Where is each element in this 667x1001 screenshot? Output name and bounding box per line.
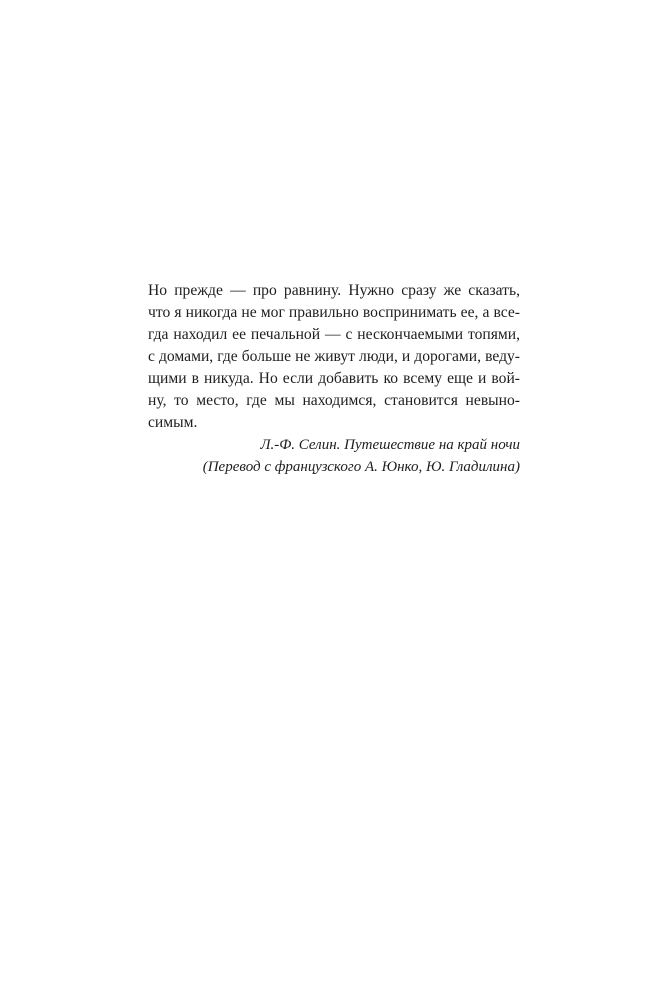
epigraph-text <box>148 280 520 434</box>
attribution-author-work: Л.-Ф. Селин. Путешествие на край ночи <box>260 437 520 453</box>
epigraph-line: с домами, где больше не живут люди, и дорогами, веду- <box>148 348 520 365</box>
epigraph-line: Но прежде — про равнину. Нужно сразу же сказать, <box>148 282 520 299</box>
epigraph-line: что я никогда не мог правильно воспринимать ее, а все- <box>148 304 520 321</box>
epigraph-line: щими в никуда. Но если добавить ко всему еще и вой- <box>148 370 520 387</box>
epigraph-line: гда находил ее печальной — с нескончаемыми топями, <box>148 326 520 343</box>
attribution-translation: (Перевод с французского А. Юнко, Ю. Гладилина) <box>202 459 520 475</box>
epigraph-line: ну, то место, где мы находимся, становится невыно- <box>148 392 520 409</box>
epigraph-attribution <box>148 434 520 478</box>
epigraph-line: симым. <box>148 414 198 431</box>
epigraph <box>148 280 520 478</box>
